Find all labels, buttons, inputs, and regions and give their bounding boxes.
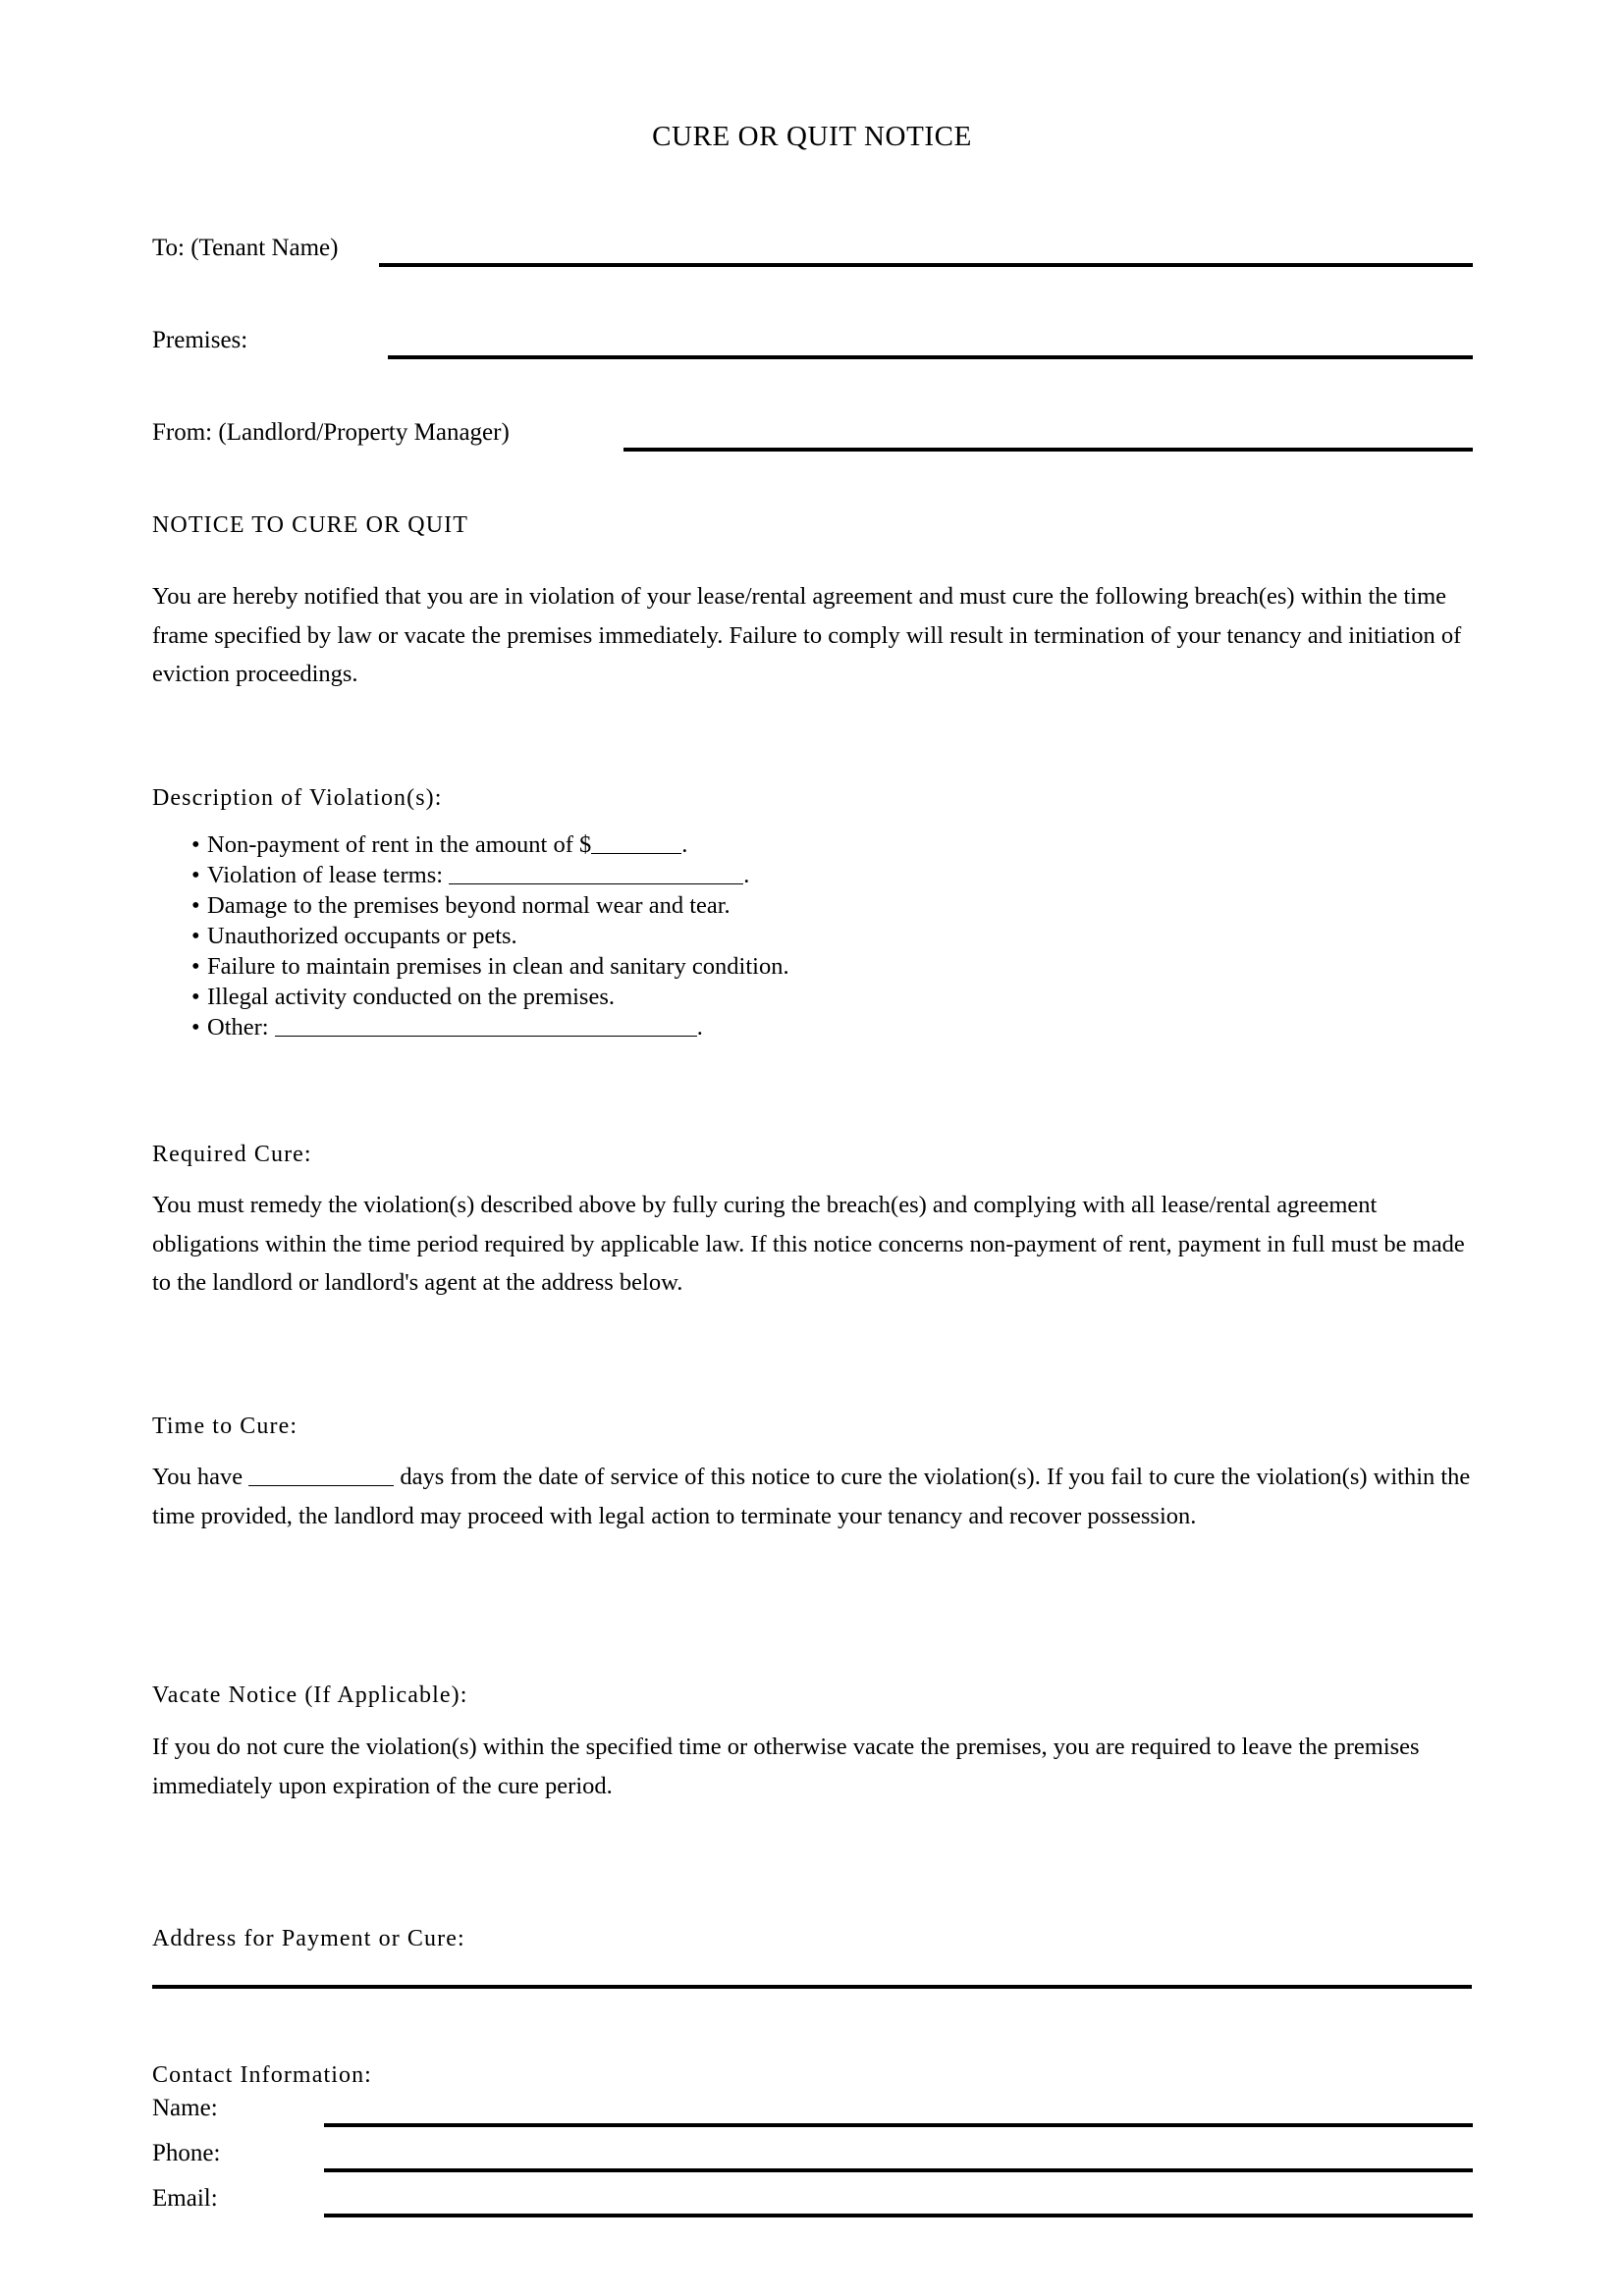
list-item (191, 951, 1468, 982)
list-item (191, 921, 1468, 951)
list-item (191, 1012, 1468, 1042)
bullet-icon: • (191, 953, 200, 980)
contact-email-label: Email: (152, 2185, 218, 2212)
list-item-text: Failure to maintain premises in clean and sanitary condition. (207, 953, 789, 980)
field-row-tenant-name (152, 234, 1473, 273)
bullet-icon: • (191, 831, 200, 858)
bullet-icon: • (191, 1014, 200, 1041)
heading-description-of-violations: Description of Violation(s): (152, 785, 443, 811)
list-item (191, 860, 1468, 890)
list-item (191, 890, 1468, 921)
list-item (191, 982, 1468, 1012)
list-item-text: Other: (207, 1014, 275, 1041)
bullet-icon: • (191, 892, 200, 919)
contact-row-name (152, 2094, 1473, 2129)
landlord-label: From: (Landlord/Property Manager) (152, 419, 510, 446)
list-item-suffix: . (743, 862, 750, 888)
field-row-premises (152, 326, 1473, 365)
tenant-name-label: To: (Tenant Name) (152, 235, 339, 261)
contact-phone-label: Phone: (152, 2140, 221, 2166)
time-to-cure-lead: You have (152, 1464, 249, 1490)
bullet-icon: • (191, 984, 200, 1010)
days-to-cure-blank[interactable] (248, 1467, 394, 1486)
premises-label: Premises: (152, 327, 248, 353)
list-item-text: Unauthorized occupants or pets. (207, 923, 517, 949)
address-for-payment-input-rule[interactable] (152, 1985, 1472, 1989)
list-item-text: Violation of lease terms: (207, 862, 450, 888)
tenant-name-input-rule[interactable] (379, 263, 1473, 267)
violation-amount-blank[interactable] (591, 834, 681, 854)
contact-name-input-rule[interactable] (324, 2123, 1473, 2127)
page-title: CURE OR QUIT NOTICE (652, 121, 972, 152)
contact-name-label: Name: (152, 2095, 218, 2121)
heading-address-for-payment: Address for Payment or Cure: (152, 1926, 465, 1951)
list-item (191, 829, 1468, 860)
bullet-icon: • (191, 923, 200, 949)
contact-phone-input-rule[interactable] (324, 2168, 1473, 2172)
list-item-text: Illegal activity conducted on the premises. (207, 984, 616, 1010)
field-row-landlord (152, 418, 1473, 457)
list-item-text: Non-payment of rent in the amount of $ (207, 831, 592, 858)
paragraph-vacate-notice: If you do not cure the violation(s) within the specified time or otherwise vacate the premises, you are required to leave the premises immediately upon expiration of the cure period. (152, 1734, 1420, 1799)
violation-lease-terms-blank[interactable] (449, 865, 743, 884)
contact-row-email (152, 2184, 1473, 2219)
heading-notice-to-cure-or-quit: NOTICE TO CURE OR QUIT (152, 512, 468, 538)
landlord-input-rule[interactable] (623, 448, 1473, 452)
heading-contact-information: Contact Information: (152, 2062, 372, 2088)
violation-other-blank[interactable] (275, 1017, 697, 1037)
contact-row-phone (152, 2139, 1473, 2174)
paragraph-required-cure: You must remedy the violation(s) described above by fully curing the breach(es) and complying with all lease/rental agreement obligations within the time period required by applicable law. If this notice concerns non-payment of rent, payment in full must be made to the landlord or landlord's agent at the address below. (152, 1192, 1465, 1296)
contact-email-input-rule[interactable] (324, 2214, 1473, 2217)
violations-list (191, 829, 1468, 1042)
heading-vacate-notice: Vacate Notice (If Applicable): (152, 1682, 468, 1708)
time-to-cure-tail: days from the date of service of this notice to cure the violation(s). If you fail to cure the violation(s) within the time provided, the landlord may proceed with legal action to terminate your tenancy and recover possession. (152, 1464, 1471, 1529)
paragraph-time-to-cure (152, 1458, 1473, 1535)
premises-input-rule[interactable] (388, 355, 1473, 359)
list-item-suffix: . (681, 831, 688, 858)
bullet-icon: • (191, 862, 200, 888)
paragraph-notice-intro: You are hereby notified that you are in violation of your lease/rental agreement and must cure the following breach(es) within the time frame specified by law or vacate the premises immediately. Failure to comply will result in termination of your tenancy and initiation of eviction proceedings. (152, 583, 1462, 687)
heading-time-to-cure: Time to Cure: (152, 1414, 298, 1439)
list-item-suffix: . (696, 1014, 703, 1041)
heading-required-cure: Required Cure: (152, 1142, 312, 1167)
list-item-text: Damage to the premises beyond normal wear and tear. (207, 892, 731, 919)
